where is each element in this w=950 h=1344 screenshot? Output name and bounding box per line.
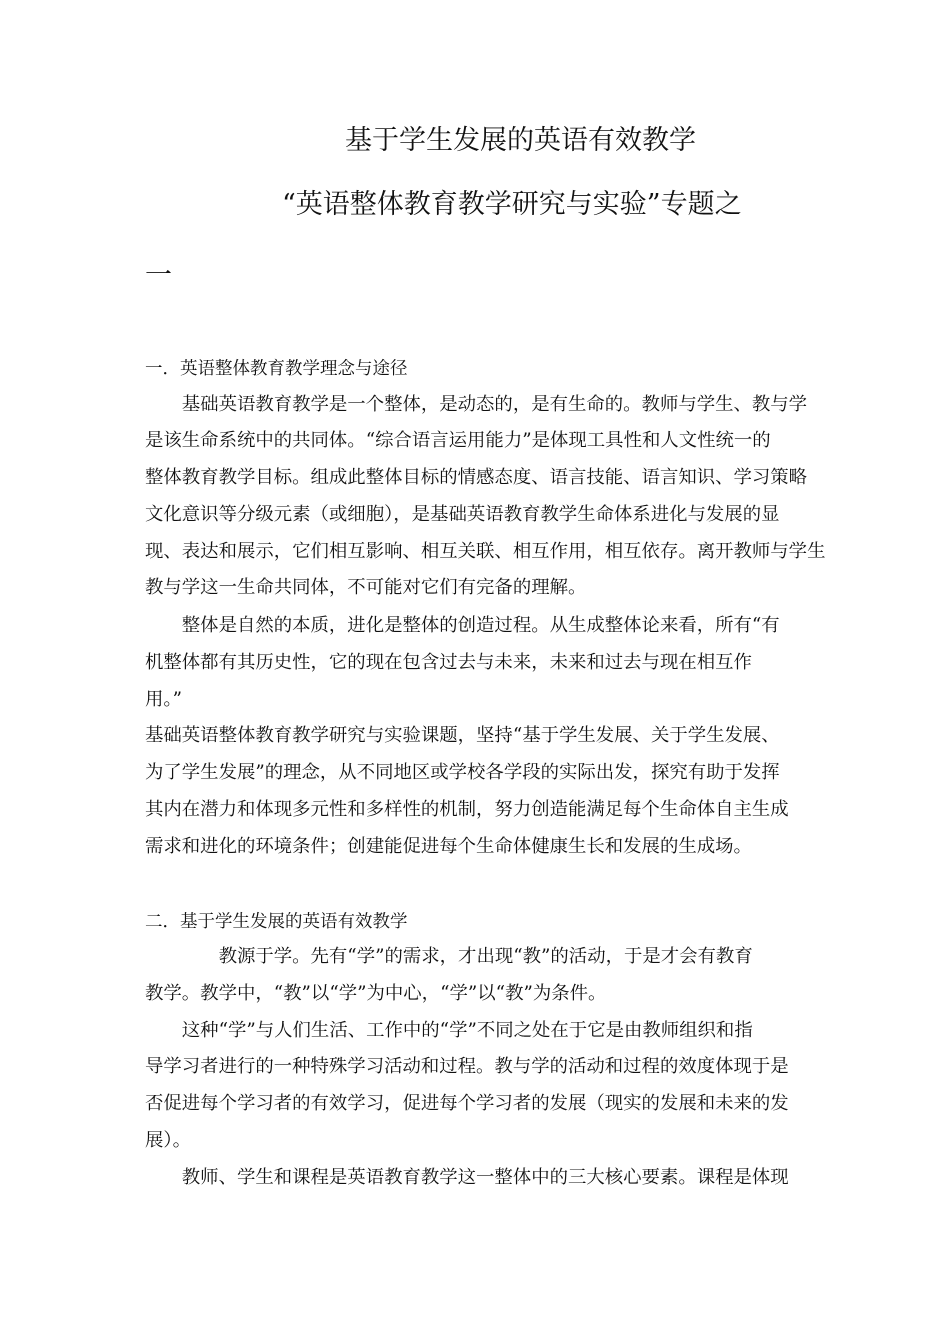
paragraph-line: 基础英语整体教育教学研究与实验课题，坚持“基于学生发展、关于学生发展、 xyxy=(145,725,780,746)
paragraph-line: 是该生命系统中的共同体。“综合语言运用能力”是体现工具性和人文性统一的 xyxy=(145,430,771,451)
document-title-line-1: 基于学生发展的英语有效教学 xyxy=(345,125,696,156)
paragraph-line: 这种“学”与人们生活、工作中的“学”不同之处在于它是由教师组织和指 xyxy=(145,1020,753,1041)
paragraph-line: 整体是自然的本质，进化是整体的创造过程。从生成整体论来看，所有“有 xyxy=(145,615,780,636)
paragraph-line: 导学习者进行的一种特殊学习活动和过程。教与学的活动和过程的效度体现于是 xyxy=(145,1056,789,1077)
paragraph-line: 否促进每个学习者的有效学习，促进每个学习者的发展（现实的发展和未来的发 xyxy=(145,1093,789,1114)
paragraph-line: 文化意识等分级元素（或细胞），是基础英语教育教学生命体系进化与发展的显 xyxy=(145,504,780,525)
document-title-line-3: 一 xyxy=(145,260,172,291)
paragraph-line: 教学。教学中，“教”以“学”为中心，“学”以“教”为条件。 xyxy=(145,983,607,1004)
section-heading-1: 一．英语整体教育教学理念与途径 xyxy=(145,359,408,379)
paragraph-line: 教源于学。先有“学”的需求，才出现“教”的活动，于是才会有教育 xyxy=(145,946,753,967)
paragraph-line: 基础英语教育教学是一个整体，是动态的，是有生命的。教师与学生、教与学 xyxy=(145,394,808,415)
paragraph-line: 其内在潜力和体现多元性和多样性的机制，努力创造能满足每个生命体自主生成 xyxy=(145,799,789,820)
section-heading-2: 二．基于学生发展的英语有效教学 xyxy=(145,912,408,932)
paragraph-line: 教与学这一生命共同体，不可能对它们有完备的理解。 xyxy=(145,577,587,598)
paragraph-line: 展）。 xyxy=(145,1130,191,1151)
paragraph-line: 需求和进化的环境条件；创建能促进每个生命体健康生长和发展的生成场。 xyxy=(145,836,752,857)
paragraph-line: 机整体都有其历史性，它的现在包含过去与未来，未来和过去与现在相互作 xyxy=(145,652,752,673)
document-title-line-2: “英语整体教育教学研究与实验”专题之 xyxy=(282,189,742,220)
paragraph-line: 为了学生发展”的理念，从不同地区或学校各学段的实际出发，探究有助于发挥 xyxy=(145,762,780,783)
paragraph-line: 教师、学生和课程是英语教育教学这一整体中的三大核心要素。课程是体现 xyxy=(145,1167,789,1188)
paragraph-line: 现、表达和展示，它们相互影响、相互关联、相互作用，相互依存。离开教师与学生 xyxy=(145,541,826,562)
paragraph-line: 整体教育教学目标。组成此整体目标的情感态度、语言技能、语言知识、学习策略 xyxy=(145,467,808,488)
paragraph-line: 用。” xyxy=(145,689,182,710)
